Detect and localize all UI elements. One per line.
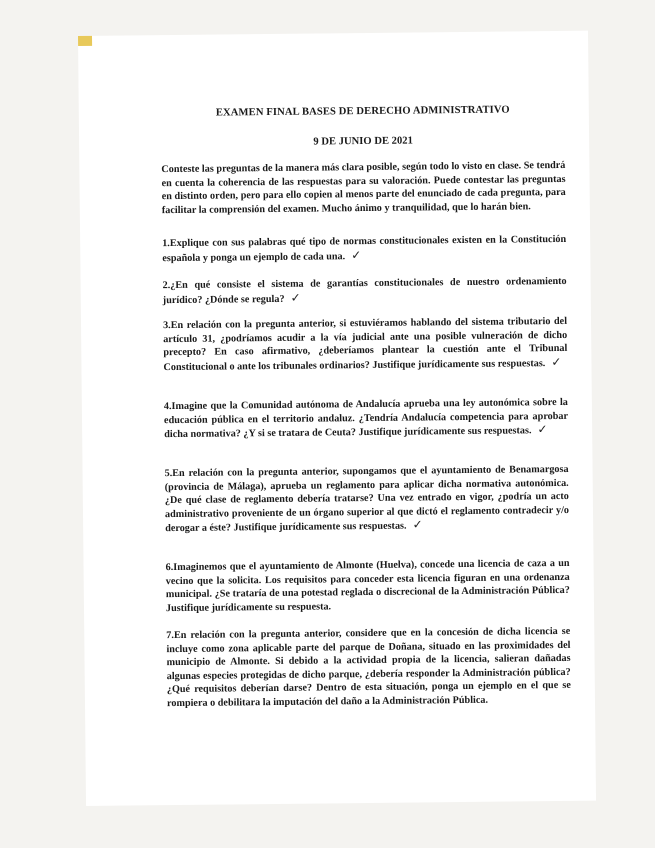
question-text: 7.En relación con la pregunta anterior, considere que en la concesión de dicha licencia se incluye como zona aplicable parte del parque de Doñana, situado en las proximidades del municipio de Almonte. Si debido a la actividad propia de la licencia, salieran dañadas algunas especies protegidas de dicho parque, ¿debería responder la Administración pública? ¿Qué requisitos deberían darse? Dentro de esta situación, ponga un ejemplo en el que se rompiera o debilitara la imputación del daño a la Administración Pública. [166, 625, 571, 710]
question-6 [166, 557, 571, 616]
question-1 [162, 233, 566, 265]
exam-sheet [78, 31, 596, 806]
question-4 [164, 396, 568, 442]
question-text: 6.Imaginemos que el ayuntamiento de Almonte (Huelva), concede una licencia de caza a un vecino que la solicita. Los requisitos para conceder esta licencia figuran en una ordenanza municipal. ¿Se trataría de una potestad reglada o discrecional de la Administración Pública? Justifique jurídicamente su respuesta. [165, 557, 570, 614]
question-5 [165, 463, 570, 536]
exam-instructions: Conteste las preguntas de la manera más clara posible, según todo lo visto en clase. Se tendrá en cuenta la coherencia de las respuestas para su valoración. Puede contestar las preguntas en distinto orden, pero para ello copien al menos parte del enunciado de cada pregunta, para facilitar la comprensión del examen. Mucho ánimo y tranquilidad, que lo harán bien. [161, 159, 566, 216]
exam-title: EXAMEN FINAL BASES DE DERECHO ADMINISTRATIVO [215, 104, 510, 119]
question-text: 1.Explique con sus palabras qué tipo de normas constitucionales existen en la Constitución española y ponga un ejemplo de cada una. [162, 233, 567, 264]
check-mark-icon: ✓ [537, 422, 548, 437]
question-7 [166, 625, 571, 711]
check-mark-icon: ✓ [412, 517, 423, 532]
question-text: 2.¿En qué consiste el sistema de garantías constitucionales de nuestro ordenamiento jurídico? ¿Dónde se regula? [162, 275, 567, 306]
check-mark-icon: ✓ [551, 354, 562, 369]
check-mark-icon: ✓ [290, 290, 301, 305]
question-text: 5.En relación con la pregunta anterior, supongamos que el ayuntamiento de Benamargosa (provincia de Málaga), aprueba un reglamento para aplicar dicha normativa autonómica. ¿De qué clase de reglamento debería tratarse? Una vez entrado en vigor, ¿podría un acto administrativo proveniente de un órgano superior al que dictó el reglamento contradecir y/o derogar a éste? Justifique jurídicamente sus respuestas. [164, 463, 570, 535]
exam-content [160, 31, 571, 710]
question-2 [163, 275, 567, 307]
paper-corner-mark [78, 36, 92, 46]
question-3 [163, 315, 568, 375]
question-text: 3.En relación con la pregunta anterior, si estuviéramos hablando del sistema tributario del artículo 31, ¿podríamos acudir a la vía judicial ante una posible vulneración de dicho precepto? En caso afirmativo, ¿deberíamos plantear la cuestión ante el Tribunal Constitucional o ante los tribunales ordinarios? Justifique jurídicamente sus respuestas. [162, 315, 568, 373]
check-mark-icon: ✓ [351, 247, 362, 262]
exam-date: 9 DE JUNIO DE 2021 [313, 135, 413, 148]
question-text: 4.Imagine que la Comunidad autónoma de Andalucía aprueba una ley autonómica sobre la educación pública en el territorio andaluz. ¿Tendría Andalucía competencia para aprobar dicha normativa? ¿Y si se tratara de Ceuta? Justifique jurídicamente sus respuestas. [163, 396, 569, 441]
